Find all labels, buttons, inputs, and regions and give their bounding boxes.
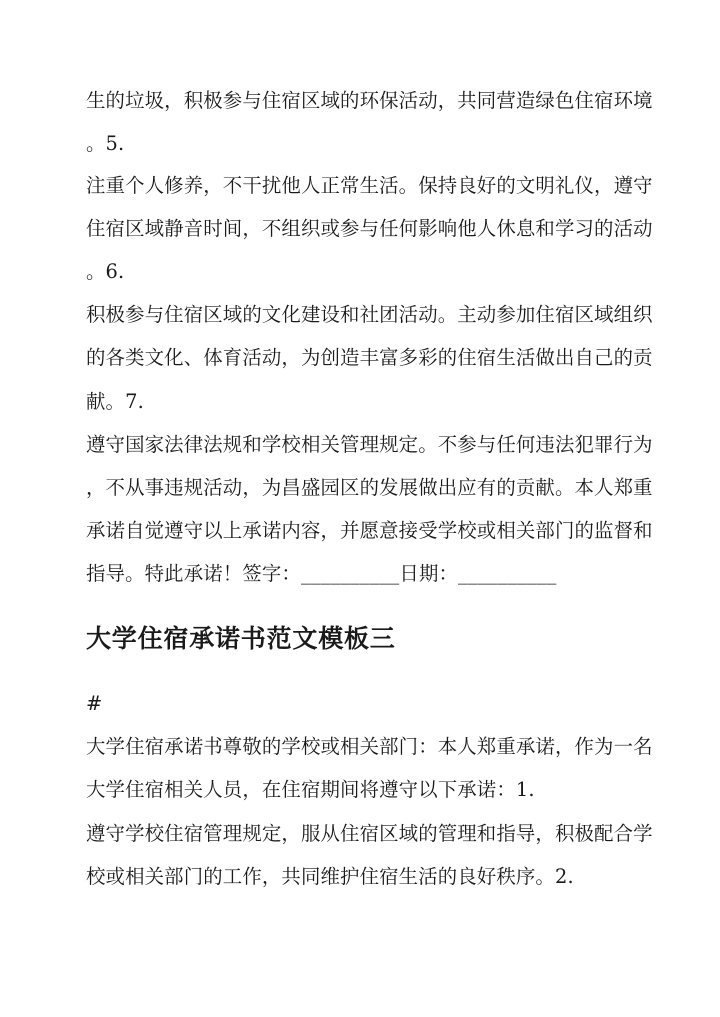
body-line: 献。7. [86, 390, 144, 413]
body-line: 。6. [86, 260, 125, 283]
body-line: 注重个人修养，不干扰他人正常生活。保持良好的文明礼仪，遵守 [86, 174, 653, 197]
body-line: 校或相关部门的工作，共同维护住宿生活的良好秩序。2. [86, 865, 574, 888]
body-line: 住宿区域静音时间，不组织或参与任何影响他人休息和学习的活动 [86, 217, 653, 240]
body-line: 积极参与住宿区域的文化建设和社团活动。主动参加住宿区域组织 [86, 303, 653, 326]
signature-line: 指导。特此承诺！签字：__________日期：__________ [86, 562, 557, 585]
body-line: 大学住宿相关人员，在住宿期间将遵守以下承诺：1. [86, 778, 535, 801]
body-line: 大学住宿承诺书尊敬的学校或相关部门：本人郑重承诺，作为一名 [86, 735, 653, 758]
body-line: ，不从事违规活动，为昌盛园区的发展做出应有的贡献。本人郑重 [86, 476, 653, 499]
section-marker: # [86, 692, 103, 715]
section-heading: 大学住宿承诺书范文模板三 [86, 624, 396, 653]
body-line: 遵守国家法律法规和学校相关管理规定。不参与任何违法犯罪行为 [86, 433, 653, 456]
body-line: 生的垃圾，积极参与住宿区域的环保活动，共同营造绿色住宿环境 [86, 89, 653, 112]
body-line: 遵守学校住宿管理规定，服从住宿区域的管理和指导，积极配合学 [86, 822, 653, 845]
body-line: 。5. [86, 132, 125, 155]
body-line: 的各类文化、体育活动，为创造丰富多彩的住宿生活做出自己的贡 [86, 346, 653, 369]
body-line: 承诺自觉遵守以上承诺内容，并愿意接受学校或相关部门的监督和 [86, 519, 653, 542]
